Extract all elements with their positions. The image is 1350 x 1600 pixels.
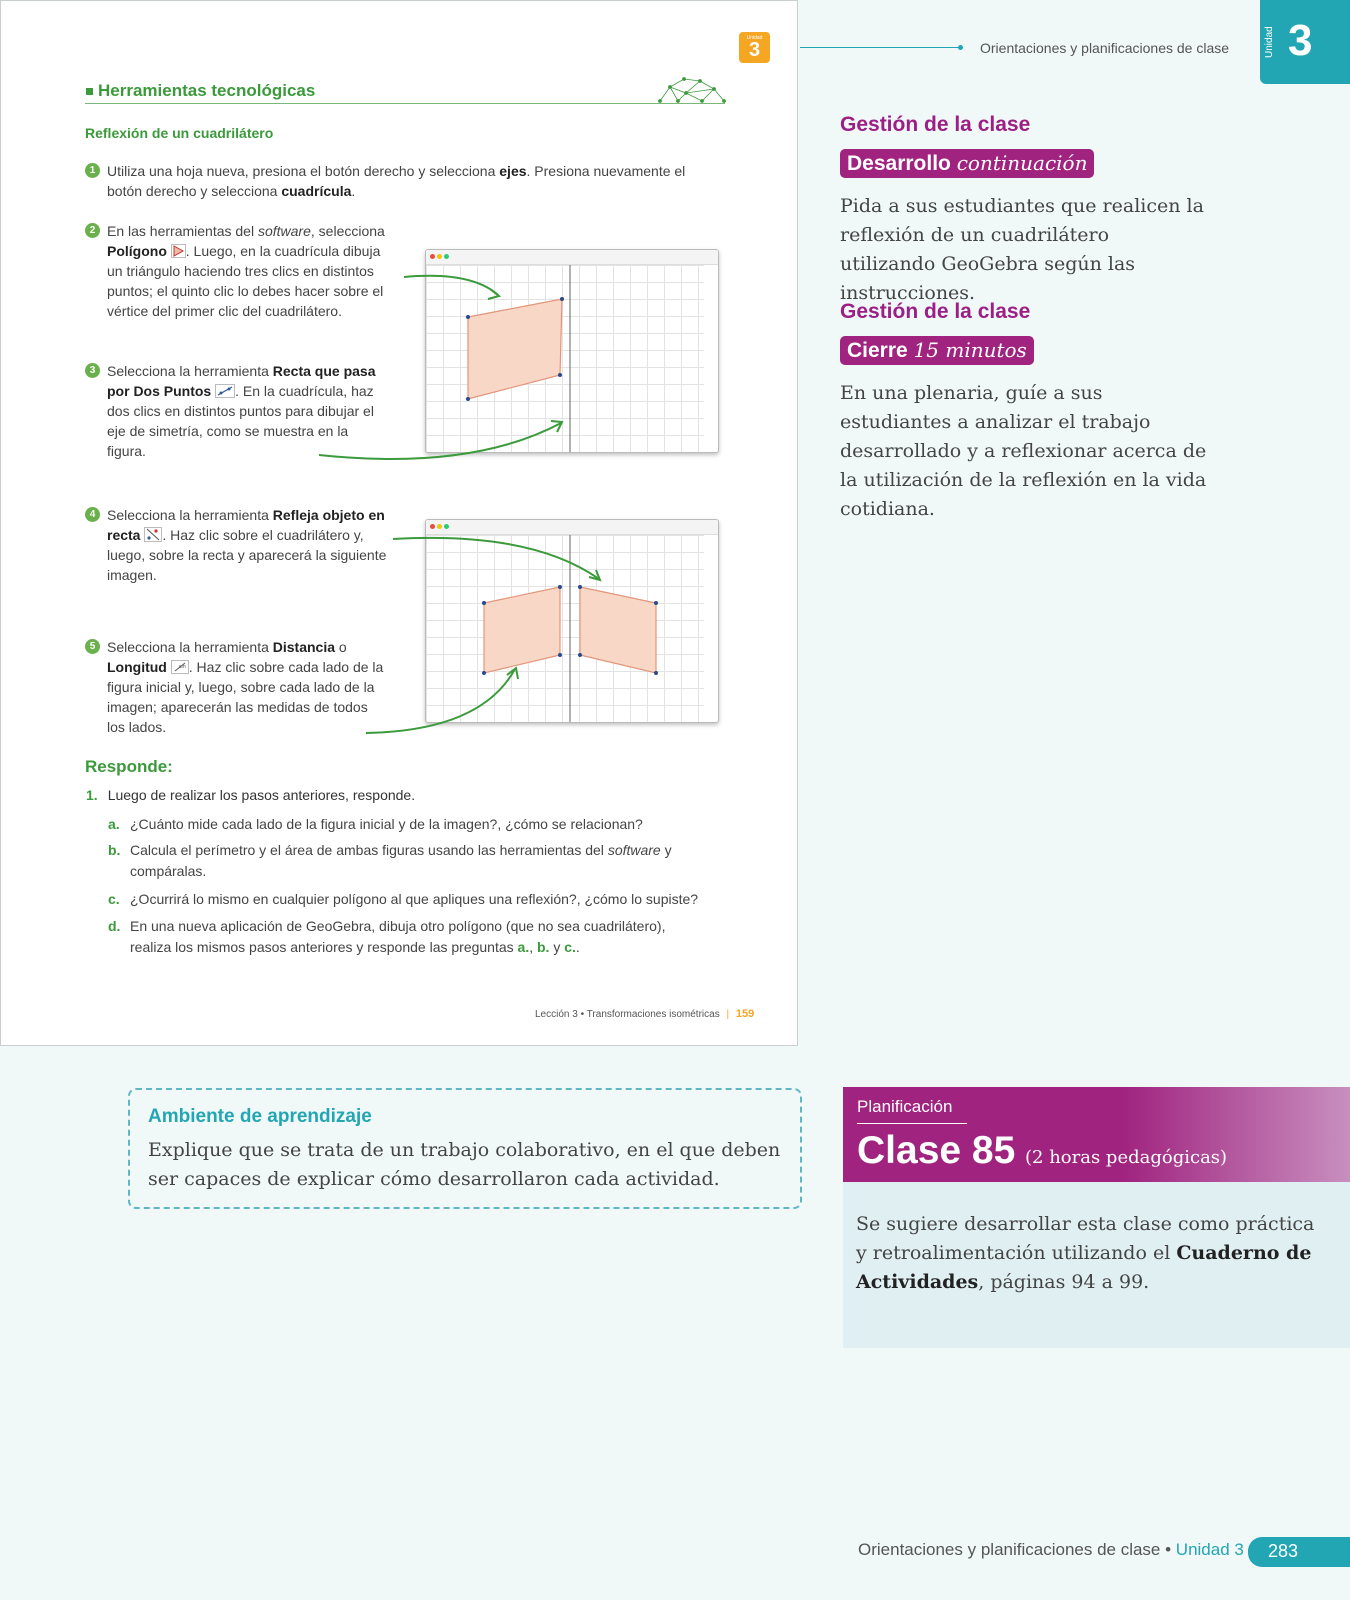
item-letter: d. <box>108 918 121 934</box>
responde-title: Responde: <box>85 757 173 776</box>
planificacion-rule <box>857 1123 967 1124</box>
section-title-text: Herramientas tecnológicas <box>98 81 316 100</box>
unit-tab <box>1260 0 1350 84</box>
footer-page-number: 159 <box>735 1008 755 1020</box>
step-text: Selecciona la herramienta <box>107 639 273 655</box>
question-item-a <box>108 814 730 835</box>
gestion-text-2: En una plenaria, guíe a sus estudiantes a analizar el trabajo desarrollado y a reflexionar acerca de la utilización de la reflexión en la vida cotidiana. <box>840 382 1207 520</box>
cuaderno-title: Cuaderno de Actividades <box>856 1242 1312 1293</box>
step-keyword: Refleja objeto en recta <box>107 507 385 543</box>
question-item-c <box>108 889 750 910</box>
item-ref: b. <box>537 939 550 955</box>
ambiente-title: Ambiente de aprendizaje <box>148 1106 372 1127</box>
pill-detail: 15 minutos <box>913 338 1027 362</box>
gestion-title-2: Gestión de la clase <box>840 300 1031 323</box>
step-text: . Presiona nuevamente el botón derecho y selecciona <box>107 163 686 199</box>
step-1 <box>89 161 707 201</box>
distance-tool-icon <box>171 660 189 674</box>
step-emphasis: software <box>257 223 311 239</box>
line-tool-icon <box>215 384 235 398</box>
step-text: . Haz clic sobre cada lado de la figura inicial y, luego, sobre cada lado de la imagen; aparecerán las medidas de todos los lados. <box>107 659 384 735</box>
student-book-page <box>0 0 798 1046</box>
reflect-tool-icon <box>144 527 162 542</box>
footer-text: Orientaciones y planificaciones de clase • <box>858 1540 1176 1559</box>
svg-text:cm: cm <box>178 664 186 670</box>
step-text: . Haz clic sobre el cuadrilátero y, luego, sobre la recta y aparecerá la siguiente imagen. <box>107 527 387 583</box>
step-text: , selecciona <box>310 223 385 239</box>
page-number-tab <box>1248 1537 1350 1567</box>
ambiente-text: Explique que se trata de un trabajo colaborativo, en el que deben ser capaces de explicar cómo desarrollaron cada actividad. <box>148 1139 781 1190</box>
activity-subtitle: Reflexión de un cuadrilátero <box>85 125 274 141</box>
pill-label: Desarrollo <box>847 152 951 175</box>
step-keyword: cuadrícula <box>281 183 352 199</box>
arrow-head-icon <box>488 289 499 299</box>
minimize-dot-icon <box>437 254 442 259</box>
step-text: En las herramientas del <box>107 223 258 239</box>
step-keyword: Recta que pasa por Dos Puntos <box>107 363 376 399</box>
planificacion-body <box>843 1182 1350 1348</box>
header-rule <box>800 47 960 48</box>
item-text: , <box>529 939 537 955</box>
network-decoration-icon <box>656 75 728 105</box>
step-text: o <box>335 639 347 655</box>
polygon-tool-icon <box>171 244 186 258</box>
section-title <box>86 81 315 101</box>
planificacion-label: Planificación <box>857 1097 953 1116</box>
arrow-step2 <box>404 276 498 295</box>
item-emphasis: software <box>607 842 661 858</box>
clase-number: Clase 85 <box>857 1129 1016 1172</box>
item-text: y <box>549 939 565 955</box>
pill-detail: continuación <box>956 151 1088 175</box>
item-text: Calcula el perímetro y el área de ambas figuras usando las herramientas del <box>130 842 608 858</box>
footer-lesson: Lección 3 • Transformaciones isométricas <box>535 1009 720 1020</box>
footer-unit: Unidad 3 <box>1175 1540 1244 1559</box>
pointer-arrows <box>301 261 621 741</box>
header-rule-dot <box>958 45 963 50</box>
step-text: . Luego, en la cuadrícula dibuja un triángulo haciendo tres clics en distintos puntos; el quinto clic lo debes hacer sobre el vértice del primer clic del cuadrilátero. <box>107 243 384 319</box>
step-keyword: ejes <box>499 163 527 179</box>
item-ref: a. <box>517 939 530 955</box>
item-text: ¿Cuánto mide cada lado de la figura inicial y de la imagen?, ¿cómo se relacionan? <box>130 816 643 832</box>
teacher-footer <box>858 1540 1244 1560</box>
item-text: y compáralas. <box>130 842 672 879</box>
step-text: Selecciona la herramienta <box>107 363 273 379</box>
unit-tab-label: Unidad <box>1264 26 1275 58</box>
step-keyword: Longitud <box>107 659 167 675</box>
item-text: En una nueva aplicación de GeoGebra, dibuja otro polígono (que no sea cuadrilátero), realiza los mismos pasos anteriores y responde las preguntas <box>130 918 666 955</box>
unit-badge-number: 3 <box>748 39 761 61</box>
question-number: 1. <box>86 787 98 803</box>
step-text: Selecciona la herramienta <box>107 507 273 523</box>
question-item-b <box>108 840 690 882</box>
step-number: 5 <box>85 639 100 654</box>
step-number: 4 <box>85 507 100 522</box>
planificacion-header <box>843 1087 1350 1182</box>
step-text: . <box>351 183 356 199</box>
arrow-step4 <box>393 538 599 579</box>
cierre-pill <box>840 336 1034 365</box>
item-ref: c. <box>564 939 576 955</box>
planificacion-text <box>856 1210 1326 1297</box>
desarrollo-pill <box>840 149 1094 178</box>
step-number: 3 <box>85 363 100 378</box>
gestion-title-1: Gestión de la clase <box>840 113 1031 136</box>
item-letter: a. <box>108 816 120 832</box>
step-keyword: Polígono <box>107 243 167 259</box>
bullet-square-icon <box>86 88 93 95</box>
pill-label: Cierre <box>847 339 908 362</box>
gestion-text-1: Pida a sus estudiantes que realicen la reflexión de un cuadrilátero utilizando GeoGebra según las instrucciones. <box>840 195 1204 304</box>
footer-separator: | <box>726 1009 730 1020</box>
step-number: 1 <box>85 163 100 178</box>
student-footer <box>535 1008 754 1020</box>
question-1 <box>86 787 415 803</box>
maximize-dot-icon <box>444 254 449 259</box>
item-text: . <box>575 939 580 955</box>
header-text: Orientaciones y planificaciones de clase <box>980 40 1230 56</box>
item-letter: c. <box>108 891 120 907</box>
arrow-step5 <box>366 669 515 733</box>
section-divider <box>85 103 725 104</box>
question-text: Luego de realizar los pasos anteriores, responde. <box>107 787 416 803</box>
planificacion-text-post: , páginas 94 a 99. <box>978 1271 1150 1293</box>
item-text: ¿Ocurrirá lo mismo en cualquier polígono al que apliques una reflexión?, ¿cómo lo supiste? <box>130 891 699 907</box>
planificacion-text-pre: Se sugiere desarrollar esta clase como práctica y retroalimentación utilizando el <box>856 1213 1315 1264</box>
unit-tab-number: 3 <box>1288 16 1313 65</box>
step-text: Utiliza una hoja nueva, presiona el botón derecho y selecciona <box>107 163 500 179</box>
unit-badge-label: Unidad <box>746 35 763 41</box>
unit-badge <box>739 32 770 63</box>
page-number: 283 <box>1268 1541 1299 1561</box>
ambiente-box <box>128 1088 802 1209</box>
step-number: 2 <box>85 223 100 238</box>
question-item-d <box>108 916 710 958</box>
clase-hours: (2 horas pedagógicas) <box>1025 1147 1228 1168</box>
step-keyword: Distancia <box>272 639 336 655</box>
close-dot-icon <box>430 254 435 259</box>
step-text: . En la cuadrícula, haz dos clics en distintos puntos para dibujar el eje de simetría, como se muestra en la figura. <box>107 383 374 459</box>
arrow-step3 <box>319 423 561 459</box>
item-letter: b. <box>108 842 121 858</box>
